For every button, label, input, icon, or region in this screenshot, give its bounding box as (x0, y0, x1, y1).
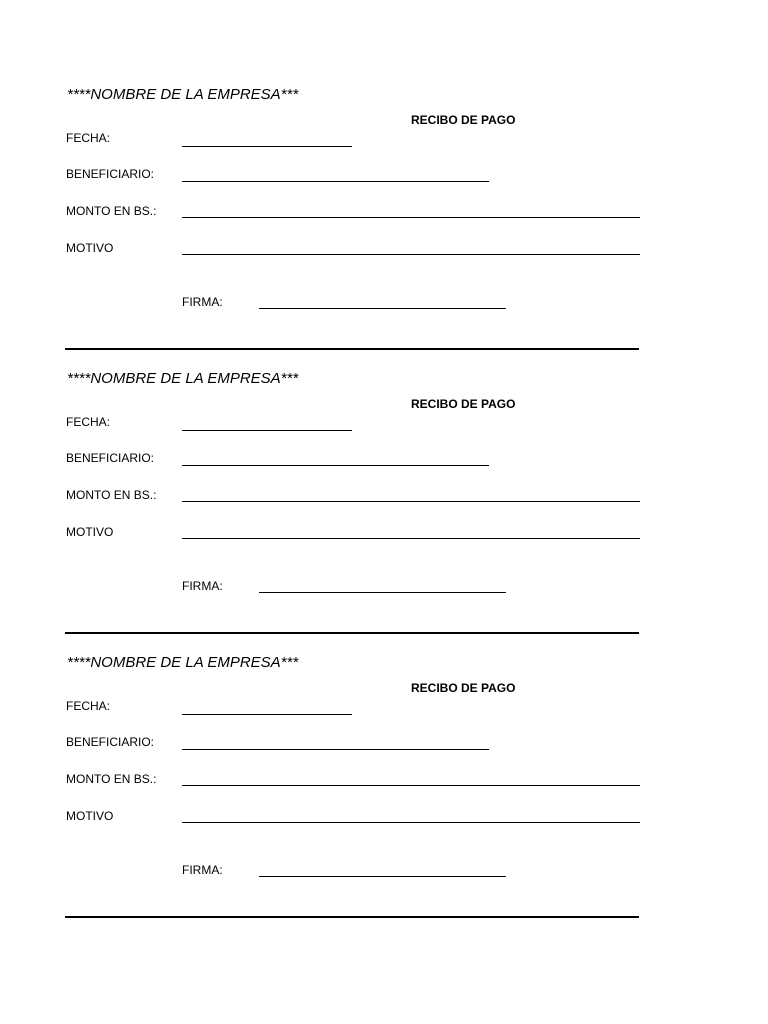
motivo-label: MOTIVO (66, 809, 114, 823)
fecha-field[interactable] (182, 146, 352, 147)
firma-label: FIRMA: (182, 295, 223, 309)
receipt-2 (0, 284, 768, 593)
beneficiario-field[interactable] (182, 465, 489, 466)
receipt-1 (0, 0, 768, 309)
firma-label: FIRMA: (182, 579, 223, 593)
company-name: ****NOMBRE DE LA EMPRESA*** (67, 370, 299, 387)
monto-field[interactable] (182, 217, 640, 218)
monto-label: MONTO EN BS.: (66, 772, 157, 786)
receipt-title: RECIBO DE PAGO (411, 113, 516, 127)
beneficiario-field[interactable] (182, 181, 489, 182)
receipt-title: RECIBO DE PAGO (411, 397, 516, 411)
motivo-field[interactable] (182, 538, 640, 539)
fecha-label: FECHA: (66, 131, 111, 145)
monto-field[interactable] (182, 785, 640, 786)
firma-label: FIRMA: (182, 863, 223, 877)
motivo-label: MOTIVO (66, 525, 114, 539)
company-name: ****NOMBRE DE LA EMPRESA*** (67, 654, 299, 671)
fecha-label: FECHA: (66, 415, 111, 429)
monto-field[interactable] (182, 501, 640, 502)
company-name: ****NOMBRE DE LA EMPRESA*** (67, 86, 299, 103)
fecha-field[interactable] (182, 430, 352, 431)
monto-label: MONTO EN BS.: (66, 204, 157, 218)
receipt-3 (0, 568, 768, 877)
receipt-title: RECIBO DE PAGO (411, 681, 516, 695)
motivo-field[interactable] (182, 822, 640, 823)
firma-field[interactable] (259, 876, 506, 877)
monto-label: MONTO EN BS.: (66, 488, 157, 502)
motivo-label: MOTIVO (66, 241, 114, 255)
beneficiario-label: BENEFICIARIO: (66, 735, 155, 749)
beneficiario-label: BENEFICIARIO: (66, 451, 155, 465)
fecha-field[interactable] (182, 714, 352, 715)
motivo-field[interactable] (182, 254, 640, 255)
beneficiario-field[interactable] (182, 749, 489, 750)
beneficiario-label: BENEFICIARIO: (66, 167, 155, 181)
fecha-label: FECHA: (66, 699, 111, 713)
receipt-separator (65, 916, 639, 918)
